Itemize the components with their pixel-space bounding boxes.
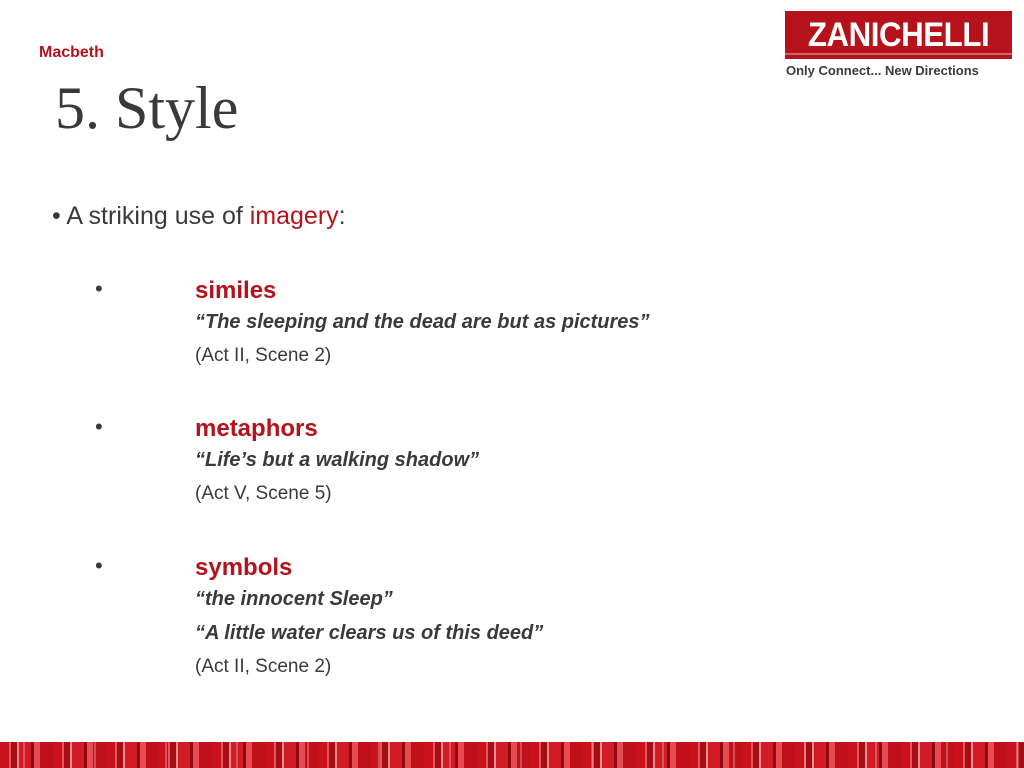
intro-highlight: imagery xyxy=(249,202,339,230)
item-quote: “the innocent Sleep” xyxy=(195,588,393,610)
logo-tagline: Only Connect... New Directions xyxy=(786,63,979,78)
intro-line xyxy=(52,202,346,231)
item-term: symbols xyxy=(195,554,293,581)
bullet-icon: • xyxy=(95,553,103,578)
item-reference: (Act II, Scene 2) xyxy=(195,345,332,366)
section-kicker: Macbeth xyxy=(39,44,104,61)
intro-prefix: • A striking use of xyxy=(52,202,250,230)
item-reference: (Act II, Scene 2) xyxy=(195,656,332,677)
item-term: metaphors xyxy=(195,415,318,442)
item-quote: “The sleeping and the dead are but as pictures” xyxy=(195,311,650,333)
item-reference: (Act V, Scene 5) xyxy=(195,483,332,504)
list-item-body xyxy=(195,276,895,374)
item-quote: “A little water clears us of this deed” xyxy=(195,622,544,644)
list-item-body xyxy=(195,553,895,685)
logo-box xyxy=(785,11,1012,59)
publisher-logo xyxy=(785,11,1012,78)
item-term: similes xyxy=(195,277,277,304)
slide-title: 5. Style xyxy=(55,75,239,141)
decorative-footer-band xyxy=(0,742,1024,768)
bullet-icon: • xyxy=(95,276,103,301)
bullet-icon: • xyxy=(95,414,103,439)
logo-name: ZANICHELLI xyxy=(807,15,990,54)
list-item-body xyxy=(195,414,895,512)
item-quote: “Life’s but a walking shadow” xyxy=(195,449,480,471)
intro-suffix: : xyxy=(338,202,346,230)
